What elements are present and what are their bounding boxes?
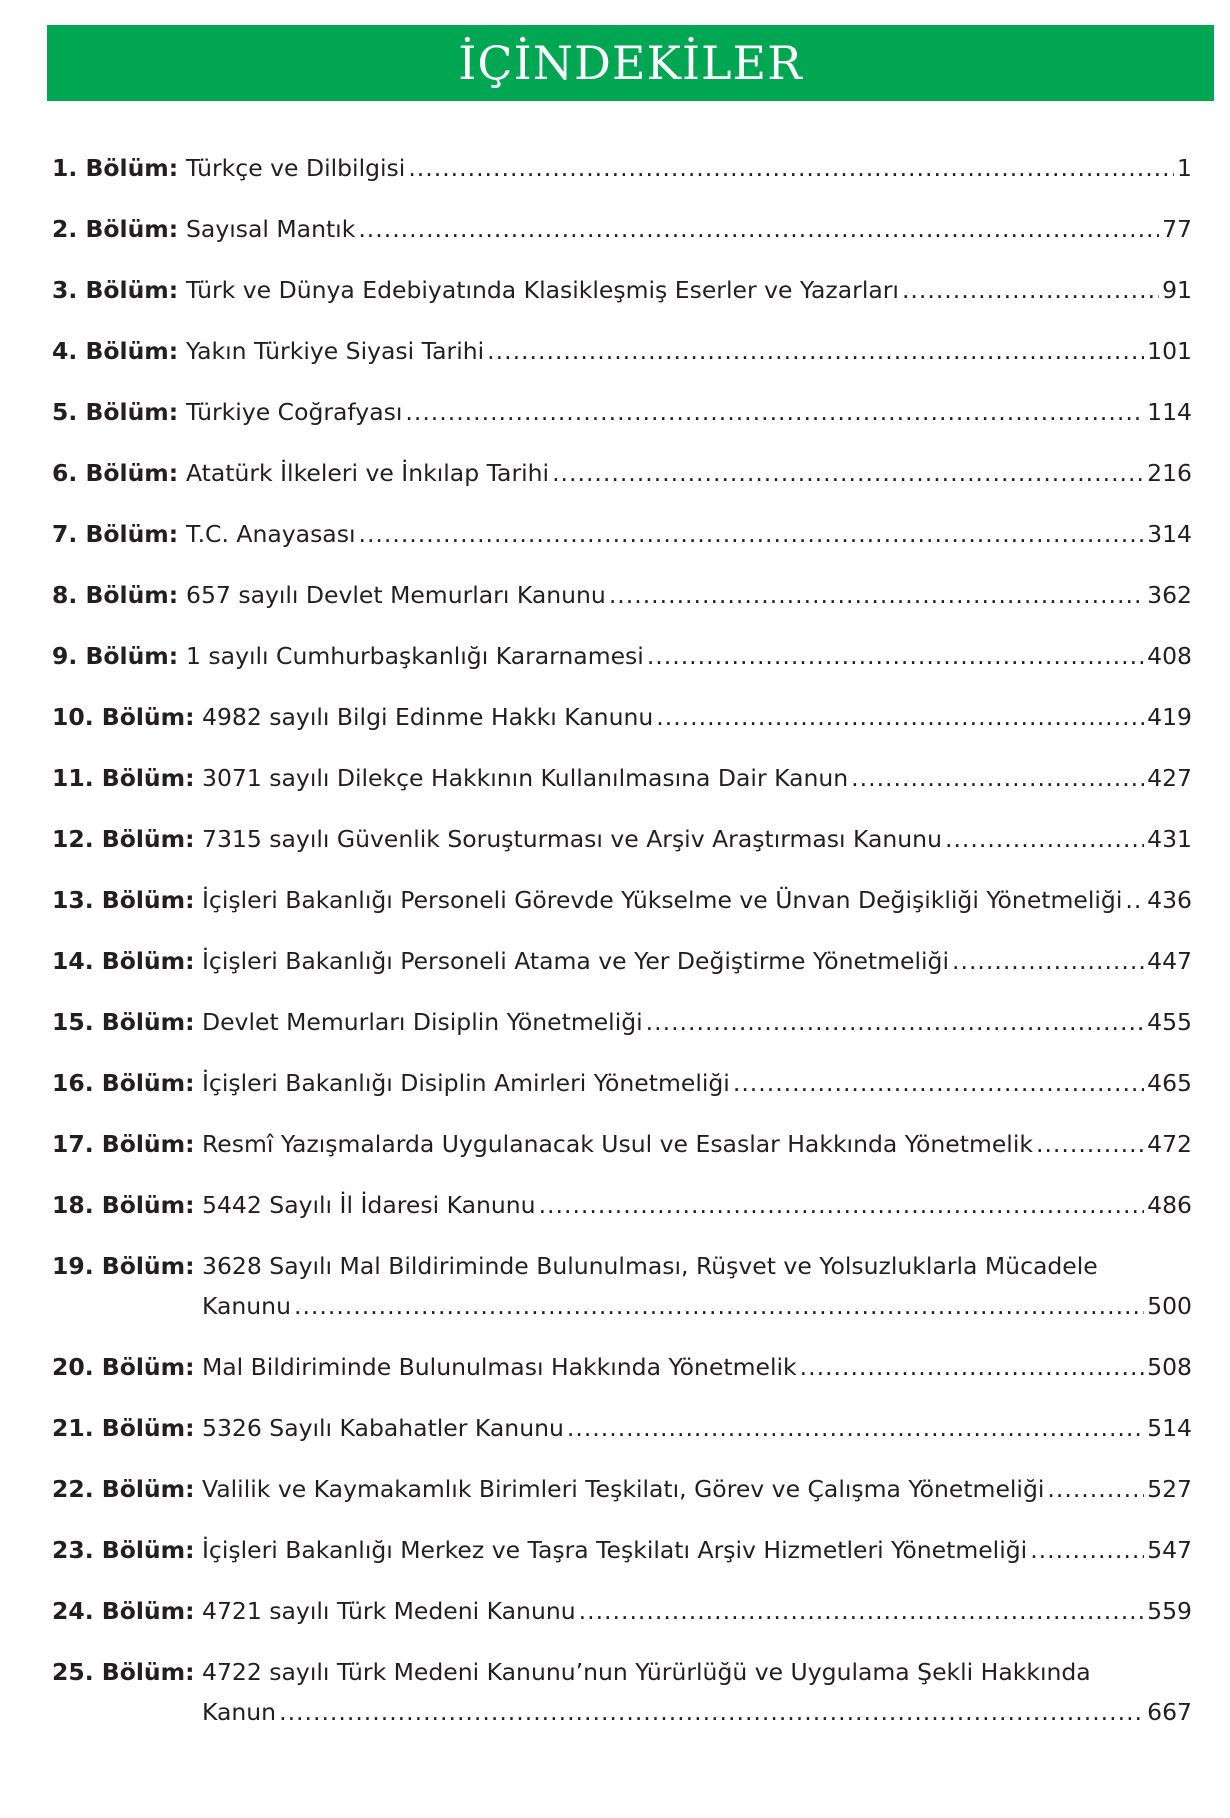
- entry-title: İçişleri Bakanlığı Disiplin Amirleri Yönetmeliği: [202, 1069, 730, 1097]
- toc-entry[interactable]: [52, 1246, 1192, 1326]
- dot-leader: [408, 148, 1174, 188]
- toc-entry[interactable]: [52, 1530, 1192, 1570]
- entry-chapter-label: 8. Bölüm:: [52, 581, 179, 609]
- entry-page-number: 436: [1147, 886, 1192, 914]
- toc-entry[interactable]: [52, 514, 1192, 554]
- entry-page-number: 77: [1162, 215, 1192, 243]
- dot-leader: [279, 1692, 1144, 1732]
- entry-page-number: 500: [1147, 1292, 1192, 1320]
- entry-page-number: 447: [1147, 947, 1192, 975]
- header-bar: [47, 25, 1214, 101]
- dot-leader: [405, 392, 1144, 432]
- toc-entry[interactable]: [52, 1469, 1192, 1509]
- entry-page-number: 472: [1147, 1130, 1192, 1158]
- entry-title: 7315 sayılı Güvenlik Soruşturması ve Arşiv Araştırması Kanunu: [202, 825, 942, 853]
- entry-chapter-label: 4. Bölüm:: [52, 337, 179, 365]
- entry-title: 5442 Sayılı İl İdaresi Kanunu: [202, 1191, 536, 1219]
- entry-page-number: 91: [1162, 276, 1192, 304]
- toc-entry[interactable]: [52, 636, 1192, 676]
- dot-leader: [358, 209, 1159, 249]
- dot-leader: [1047, 1469, 1144, 1509]
- toc-entry[interactable]: [52, 941, 1192, 981]
- entry-chapter-label: 20. Bölüm:: [52, 1353, 195, 1381]
- entry-title: Sayısal Mantık: [186, 215, 356, 243]
- toc-entry[interactable]: [52, 331, 1192, 371]
- entry-page-number: 455: [1147, 1008, 1192, 1036]
- entry-chapter-label: 25. Bölüm:: [52, 1658, 195, 1686]
- toc-entry[interactable]: [52, 758, 1192, 798]
- entry-chapter-label: 24. Bölüm:: [52, 1597, 195, 1625]
- entry-page-number: 408: [1147, 642, 1192, 670]
- entry-chapter-label: 16. Bölüm:: [52, 1069, 195, 1097]
- entry-page-number: 427: [1147, 764, 1192, 792]
- table-of-contents: [52, 148, 1192, 1753]
- entry-chapter-label: 22. Bölüm:: [52, 1475, 195, 1503]
- entry-page-number: 362: [1147, 581, 1192, 609]
- entry-page-number: 527: [1147, 1475, 1192, 1503]
- dot-leader: [733, 1063, 1144, 1103]
- entry-page-number: 314: [1147, 520, 1192, 548]
- entry-title: Türkiye Coğrafyası: [186, 398, 403, 426]
- entry-chapter-label: 18. Bölüm:: [52, 1191, 195, 1219]
- entry-chapter-label: 1. Bölüm:: [52, 154, 179, 182]
- dot-leader: [609, 575, 1144, 615]
- entry-chapter-label: 15. Bölüm:: [52, 1008, 195, 1036]
- entry-title-continuation: Kanun: [202, 1698, 277, 1726]
- entry-chapter-label: 13. Bölüm:: [52, 886, 195, 914]
- entry-chapter-label: 6. Bölüm:: [52, 459, 179, 487]
- entry-title: Türkçe ve Dilbilgisi: [186, 154, 406, 182]
- entry-chapter-label: 11. Bölüm:: [52, 764, 195, 792]
- entry-chapter-label: 7. Bölüm:: [52, 520, 179, 548]
- dot-leader: [294, 1286, 1144, 1326]
- toc-entry[interactable]: [52, 819, 1192, 859]
- entry-page-number: 486: [1147, 1191, 1192, 1219]
- entry-title: Mal Bildiriminde Bulunulması Hakkında Yönetmelik: [202, 1353, 797, 1381]
- entry-title: Türk ve Dünya Edebiyatında Klasikleşmiş Eserler ve Yazarları: [186, 276, 899, 304]
- entry-chapter-label: 21. Bölüm:: [52, 1414, 195, 1442]
- dot-leader: [567, 1408, 1144, 1448]
- entry-chapter-label: 19. Bölüm:: [52, 1252, 195, 1280]
- entry-title: 4721 sayılı Türk Medeni Kanunu: [202, 1597, 576, 1625]
- entry-page-number: 508: [1147, 1353, 1192, 1381]
- toc-entry[interactable]: [52, 148, 1192, 188]
- entry-chapter-label: 2. Bölüm:: [52, 215, 179, 243]
- entry-title: İçişleri Bakanlığı Personeli Görevde Yükselme ve Ünvan Değişikliği Yönetmeliği: [202, 886, 1123, 914]
- entry-title: 5326 Sayılı Kabahatler Kanunu: [202, 1414, 564, 1442]
- entry-chapter-label: 10. Bölüm:: [52, 703, 195, 731]
- toc-entry[interactable]: [52, 697, 1192, 737]
- entry-title: 3628 Sayılı Mal Bildiriminde Bulunulması, Rüşvet ve Yolsuzluklarla Mücadele: [202, 1252, 1098, 1280]
- toc-entry[interactable]: [52, 1124, 1192, 1164]
- entry-page-number: 559: [1147, 1597, 1192, 1625]
- toc-entry[interactable]: [52, 1002, 1192, 1042]
- dot-leader: [358, 514, 1144, 554]
- entry-page-number: 431: [1147, 825, 1192, 853]
- dot-leader: [646, 1002, 1144, 1042]
- entry-title: 3071 sayılı Dilekçe Hakkının Kullanılmasına Dair Kanun: [202, 764, 849, 792]
- entry-page-number: 1: [1177, 154, 1192, 182]
- toc-entry[interactable]: [52, 1063, 1192, 1103]
- entry-title: Yakın Türkiye Siyasi Tarihi: [186, 337, 485, 365]
- entry-chapter-label: 9. Bölüm:: [52, 642, 179, 670]
- toc-entry[interactable]: [52, 453, 1192, 493]
- entry-title: T.C. Anayasası: [186, 520, 356, 548]
- entry-title: Valilik ve Kaymakamlık Birimleri Teşkilatı, Görev ve Çalışma Yönetmeliği: [202, 1475, 1045, 1503]
- entry-page-number: 514: [1147, 1414, 1192, 1442]
- entry-title: 657 sayılı Devlet Memurları Kanunu: [186, 581, 606, 609]
- entry-title: İçişleri Bakanlığı Personeli Atama ve Yer Değiştirme Yönetmeliği: [202, 947, 949, 975]
- dot-leader: [851, 758, 1144, 798]
- dot-leader: [656, 697, 1144, 737]
- dot-leader: [647, 636, 1144, 676]
- toc-entry[interactable]: [52, 1591, 1192, 1631]
- dot-leader: [579, 1591, 1145, 1631]
- entry-page-number: 465: [1147, 1069, 1192, 1097]
- entry-page-number: 101: [1147, 337, 1192, 365]
- toc-entry[interactable]: [52, 1347, 1192, 1387]
- entry-chapter-label: 14. Bölüm:: [52, 947, 195, 975]
- toc-entry[interactable]: [52, 270, 1192, 310]
- entry-title: 4982 sayılı Bilgi Edinme Hakkı Kanunu: [202, 703, 654, 731]
- toc-entry[interactable]: [52, 1408, 1192, 1448]
- entry-chapter-label: 3. Bölüm:: [52, 276, 179, 304]
- dot-leader: [952, 941, 1144, 981]
- toc-entry[interactable]: [52, 880, 1192, 920]
- entry-title: 1 sayılı Cumhurbaşkanlığı Kararnamesi: [186, 642, 644, 670]
- entry-title: İçişleri Bakanlığı Merkez ve Taşra Teşkilatı Arşiv Hizmetleri Yönetmeliği: [202, 1536, 1028, 1564]
- page-title: İÇİNDEKİLER: [458, 36, 803, 90]
- entry-title: 4722 sayılı Türk Medeni Kanunu’nun Yürürlüğü ve Uygulama Şekli Hakkında: [202, 1658, 1091, 1686]
- dot-leader: [1030, 1530, 1144, 1570]
- entry-chapter-label: 12. Bölüm:: [52, 825, 195, 853]
- toc-entry[interactable]: [52, 1185, 1192, 1225]
- dot-leader: [539, 1185, 1145, 1225]
- entry-chapter-label: 5. Bölüm:: [52, 398, 179, 426]
- entry-page-number: 216: [1147, 459, 1192, 487]
- entry-chapter-label: 17. Bölüm:: [52, 1130, 195, 1158]
- entry-page-number: 547: [1147, 1536, 1192, 1564]
- dot-leader: [902, 270, 1159, 310]
- entry-title-continuation: Kanunu: [202, 1292, 291, 1320]
- entry-title: Devlet Memurları Disiplin Yönetmeliği: [202, 1008, 643, 1036]
- toc-entry[interactable]: [52, 575, 1192, 615]
- dot-leader: [1125, 880, 1144, 920]
- dot-leader: [552, 453, 1144, 493]
- entry-page-number: 114: [1147, 398, 1192, 426]
- entry-page-number: 419: [1147, 703, 1192, 731]
- entry-title: Resmî Yazışmalarda Uygulanacak Usul ve Esaslar Hakkında Yönetmelik: [202, 1130, 1033, 1158]
- entry-chapter-label: 23. Bölüm:: [52, 1536, 195, 1564]
- dot-leader: [800, 1347, 1145, 1387]
- entry-page-number: 667: [1147, 1698, 1192, 1726]
- dot-leader: [1036, 1124, 1144, 1164]
- toc-entry[interactable]: [52, 392, 1192, 432]
- entry-title: Atatürk İlkeleri ve İnkılap Tarihi: [186, 459, 550, 487]
- toc-entry[interactable]: [52, 1652, 1192, 1732]
- dot-leader: [945, 819, 1144, 859]
- dot-leader: [487, 331, 1144, 371]
- toc-entry[interactable]: [52, 209, 1192, 249]
